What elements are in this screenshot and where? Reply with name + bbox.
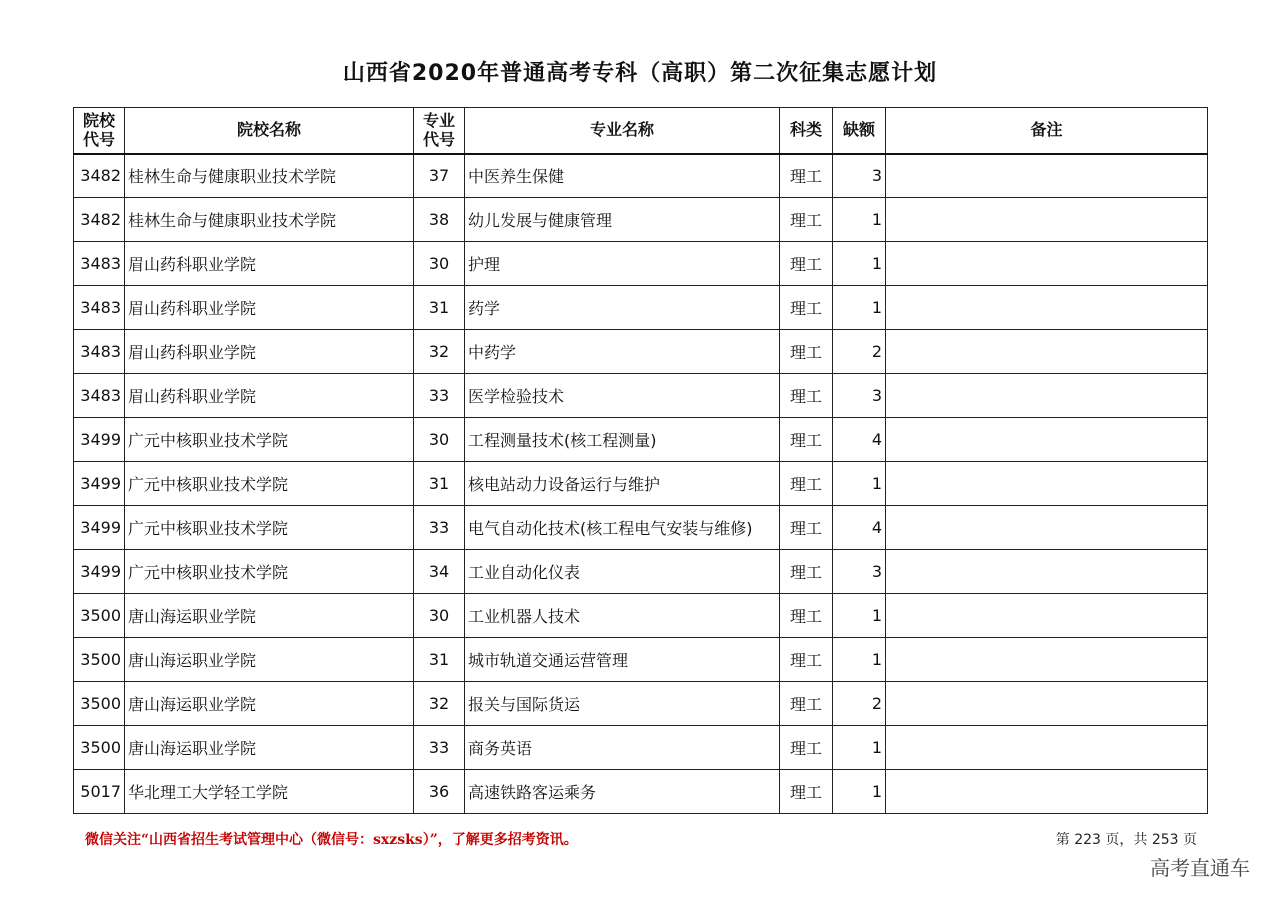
cell-vacancy: 1 [833, 286, 886, 330]
cell-major-name: 核电站动力设备运行与维护 [465, 462, 780, 506]
cell-school-name: 广元中核职业技术学院 [125, 418, 414, 462]
cell-category: 理工 [780, 462, 833, 506]
cell-school-name: 唐山海运职业学院 [125, 638, 414, 682]
watermark: 高考直通车 [1150, 856, 1250, 880]
header-school-name: 院校名称 [125, 108, 414, 154]
cell-category: 理工 [780, 330, 833, 374]
cell-major-name: 医学检验技术 [465, 374, 780, 418]
cell-major-code: 33 [414, 726, 465, 770]
cell-major-code: 31 [414, 462, 465, 506]
cell-remark [886, 550, 1208, 594]
cell-remark [886, 726, 1208, 770]
footer-note: 微信关注“山西省招生考试管理中心（微信号：sxzsks）”，了解更多招考资讯。 [85, 832, 578, 848]
cell-vacancy: 1 [833, 770, 886, 814]
cell-school-code: 3500 [74, 726, 125, 770]
cell-school-name: 唐山海运职业学院 [125, 726, 414, 770]
cell-vacancy: 1 [833, 594, 886, 638]
cell-category: 理工 [780, 682, 833, 726]
cell-category: 理工 [780, 638, 833, 682]
cell-school-code: 3499 [74, 418, 125, 462]
cell-school-name: 唐山海运职业学院 [125, 594, 414, 638]
cell-major-code: 38 [414, 198, 465, 242]
header-vacancy: 缺额 [833, 108, 886, 154]
cell-category: 理工 [780, 242, 833, 286]
cell-school-code: 3483 [74, 242, 125, 286]
cell-major-code: 34 [414, 550, 465, 594]
cell-category: 理工 [780, 550, 833, 594]
header-major-name: 专业名称 [465, 108, 780, 154]
cell-school-code: 3499 [74, 462, 125, 506]
header-major-code: 专业代号 [414, 108, 465, 154]
cell-major-name: 报关与国际货运 [465, 682, 780, 726]
cell-school-code: 3482 [74, 154, 125, 198]
cell-remark [886, 682, 1208, 726]
cell-school-name: 桂林生命与健康职业技术学院 [125, 154, 414, 198]
cell-remark [886, 770, 1208, 814]
cell-school-code: 3500 [74, 594, 125, 638]
cell-school-code: 3482 [74, 198, 125, 242]
table-row [74, 594, 1208, 638]
table-row [74, 374, 1208, 418]
cell-category: 理工 [780, 374, 833, 418]
cell-major-code: 36 [414, 770, 465, 814]
cell-vacancy: 2 [833, 682, 886, 726]
header-remark: 备注 [886, 108, 1208, 154]
table-body [74, 154, 1208, 814]
table-row [74, 550, 1208, 594]
cell-remark [886, 330, 1208, 374]
cell-major-code: 30 [414, 594, 465, 638]
cell-remark [886, 154, 1208, 198]
cell-major-code: 32 [414, 330, 465, 374]
cell-school-name: 广元中核职业技术学院 [125, 550, 414, 594]
cell-school-code: 3499 [74, 550, 125, 594]
cell-major-name: 中药学 [465, 330, 780, 374]
table-row [74, 242, 1208, 286]
cell-vacancy: 4 [833, 418, 886, 462]
cell-major-code: 37 [414, 154, 465, 198]
page-title: 山西省2020年普通高考专科（高职）第二次征集志愿计划 [342, 61, 938, 86]
cell-vacancy: 1 [833, 198, 886, 242]
cell-category: 理工 [780, 594, 833, 638]
cell-school-code: 3500 [74, 638, 125, 682]
cell-major-name: 城市轨道交通运营管理 [465, 638, 780, 682]
cell-major-name: 幼儿发展与健康管理 [465, 198, 780, 242]
cell-school-code: 5017 [74, 770, 125, 814]
cell-major-code: 33 [414, 506, 465, 550]
cell-school-code: 3499 [74, 506, 125, 550]
cell-major-code: 31 [414, 638, 465, 682]
cell-major-name: 中医养生保健 [465, 154, 780, 198]
table-row [74, 418, 1208, 462]
table-row [74, 638, 1208, 682]
cell-school-name: 眉山药科职业学院 [125, 330, 414, 374]
table-row [74, 330, 1208, 374]
cell-major-code: 32 [414, 682, 465, 726]
cell-school-name: 眉山药科职业学院 [125, 242, 414, 286]
cell-category: 理工 [780, 726, 833, 770]
cell-major-name: 护理 [465, 242, 780, 286]
cell-major-code: 31 [414, 286, 465, 330]
cell-school-name: 桂林生命与健康职业技术学院 [125, 198, 414, 242]
cell-major-name: 商务英语 [465, 726, 780, 770]
table-row [74, 154, 1208, 198]
cell-category: 理工 [780, 506, 833, 550]
cell-remark [886, 506, 1208, 550]
cell-major-name: 药学 [465, 286, 780, 330]
cell-vacancy: 3 [833, 374, 886, 418]
cell-school-code: 3483 [74, 330, 125, 374]
table-header-row [74, 108, 1208, 154]
cell-school-name: 华北理工大学轻工学院 [125, 770, 414, 814]
cell-major-name: 工业自动化仪表 [465, 550, 780, 594]
table-row [74, 726, 1208, 770]
cell-vacancy: 1 [833, 462, 886, 506]
cell-remark [886, 638, 1208, 682]
table-row [74, 286, 1208, 330]
cell-remark [886, 198, 1208, 242]
cell-school-name: 眉山药科职业学院 [125, 374, 414, 418]
cell-category: 理工 [780, 286, 833, 330]
cell-school-name: 眉山药科职业学院 [125, 286, 414, 330]
table-row [74, 462, 1208, 506]
enrollment-plan-table [73, 107, 1208, 814]
table-row [74, 506, 1208, 550]
cell-vacancy: 4 [833, 506, 886, 550]
cell-category: 理工 [780, 154, 833, 198]
cell-category: 理工 [780, 770, 833, 814]
cell-major-name: 工程测量技术(核工程测量) [465, 418, 780, 462]
cell-vacancy: 2 [833, 330, 886, 374]
page-number: 第 223 页，共 253 页 [1055, 832, 1197, 848]
cell-school-code: 3483 [74, 286, 125, 330]
cell-remark [886, 286, 1208, 330]
cell-major-code: 33 [414, 374, 465, 418]
cell-school-name: 唐山海运职业学院 [125, 682, 414, 726]
header-school-code: 院校代号 [74, 108, 125, 154]
cell-category: 理工 [780, 198, 833, 242]
cell-vacancy: 3 [833, 154, 886, 198]
cell-remark [886, 418, 1208, 462]
table-row [74, 770, 1208, 814]
cell-vacancy: 1 [833, 726, 886, 770]
cell-remark [886, 242, 1208, 286]
cell-school-code: 3483 [74, 374, 125, 418]
cell-major-code: 30 [414, 242, 465, 286]
cell-school-code: 3500 [74, 682, 125, 726]
cell-vacancy: 3 [833, 550, 886, 594]
cell-school-name: 广元中核职业技术学院 [125, 462, 414, 506]
cell-major-code: 30 [414, 418, 465, 462]
cell-remark [886, 374, 1208, 418]
cell-category: 理工 [780, 418, 833, 462]
cell-major-name: 电气自动化技术(核工程电气安装与维修) [465, 506, 780, 550]
header-category: 科类 [780, 108, 833, 154]
cell-vacancy: 1 [833, 242, 886, 286]
cell-school-name: 广元中核职业技术学院 [125, 506, 414, 550]
table-row [74, 198, 1208, 242]
cell-vacancy: 1 [833, 638, 886, 682]
cell-remark [886, 594, 1208, 638]
cell-major-name: 高速铁路客运乘务 [465, 770, 780, 814]
cell-remark [886, 462, 1208, 506]
cell-major-name: 工业机器人技术 [465, 594, 780, 638]
table-row [74, 682, 1208, 726]
